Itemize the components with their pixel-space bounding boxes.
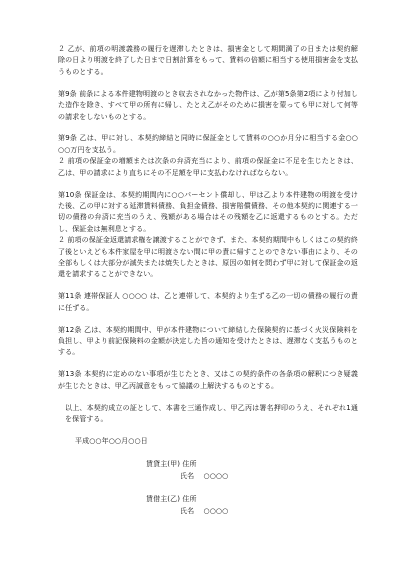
lessor-role: 賃貸主(甲)	[146, 460, 181, 469]
clause-9-paragraph-2: ２ 前項の保証金の増額または次条の弁済充当により、前項の保証金に不足を生じたときは、乙は、甲の請求により直ちにその不足額を甲に支払わなければならない。	[58, 157, 358, 177]
clause-9-removal: 第9条 前条による本件建物明渡のとき収去されなかった物件は、乙が第5条第2項により付加した造作を除き、すべて甲の所有に帰し、たとえ乙がそのために損害を蒙っても甲に対して何等の請求をしないものとする。	[58, 89, 358, 121]
lessor-name-value: ○○○○	[203, 471, 229, 480]
closing-statement: 以上、本契約成立の証として、本書を三通作成し、甲乙丙は署名押印のうえ、それぞれ1通を保管する。	[65, 403, 358, 424]
clause-10-paragraph-2: ２ 前項の保証金返還請求権を譲渡することができず、また、本契約期間中もしくはこの契約終了後といえども本件家屋を甲に明渡さない間に甲の責に帰すことのできない事由により、その全部もしくは大部分が滅失または焼失したときは、原因の如何を問わず甲に対して保証金の返還を請求することができない。	[58, 236, 358, 279]
lessee-address-label: 住所	[182, 495, 197, 504]
contract-date: 平成○○年○○月○○日	[75, 436, 148, 445]
clause-12-insurance: 第12条 乙は、本契約期間中、甲が本件建物について締結した保険契約に基づく火災保険料を負担し、甲より前記保険料の金額が決定した旨の通知を受けたときは、遅滞なく支払うものとする。	[58, 325, 358, 357]
lessee-name-line	[146, 506, 358, 517]
lessee-role: 賃借主(乙)	[146, 495, 181, 504]
lessor-address-label: 住所	[182, 460, 197, 469]
clause-8-paragraph-2: ２ 乙が、前項の明渡義務の履行を遅滞したときは、損害金として期間満了の日または契約解除の日より明渡を終了した日まで日割計算をもって、賃料の倍額に相当する使用損害金を支払うものとする。	[58, 45, 358, 76]
document-body	[58, 44, 358, 517]
lessor-name-line	[146, 471, 358, 482]
clause-13-consultation: 第13条 本契約に定めのない事項が生じたとき、又はこの契約条件の各条項の解釈につき疑義が生じたときは、甲乙丙誠意をもって協議の上解決するものとする。	[58, 370, 358, 390]
lessor-address-line	[146, 459, 358, 470]
lessee-name-value: ○○○○	[203, 506, 229, 515]
lessor-name-label: 氏名	[180, 471, 195, 480]
clause-10-deposit-refund: 第10条 保証金は、本契約期間内に○○パーセント償却し、甲は乙より本件建物の明渡を受けた後、乙の甲に対する延滞賃料債務、負担金債務、損害賠償債務、その他本契約に関連する一切の債務の弁済に充当のうえ、残額がある場合はその残額を乙に返還するものとする。ただし、保証金は無利息とする。	[58, 190, 358, 233]
lessee-address-line	[146, 494, 358, 505]
lessee-name-label: 氏名	[180, 506, 195, 515]
clause-9-deposit: 第9条 乙は、甲に対し、本契約締結と同時に保証金として賃料の○○か月分に相当する金○○○○万円を支払う。	[58, 134, 358, 154]
signature-block	[146, 459, 358, 517]
clause-11-guarantor: 第11条 連帯保証人 ○○○○ は、乙と連帯して、本契約より生ずる乙の一切の債務の履行の責に任ずる。	[58, 292, 358, 312]
